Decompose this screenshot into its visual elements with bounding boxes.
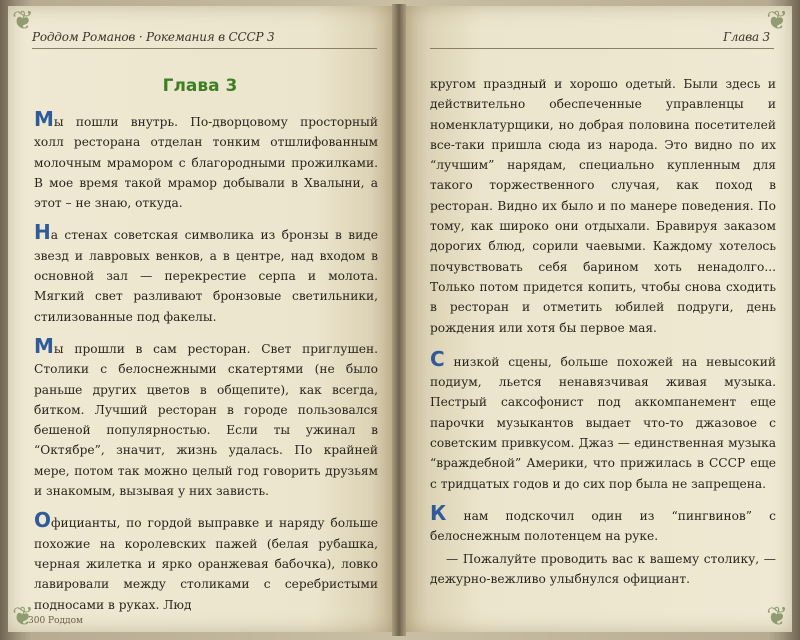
running-title-right: Глава 3 <box>723 30 770 44</box>
paragraph <box>34 107 378 213</box>
paragraph <box>34 333 378 501</box>
header-rule <box>32 48 377 49</box>
page-number: 300 Роддом <box>28 616 84 626</box>
corner-ornament-icon: ❦ <box>766 6 788 36</box>
drop-cap: Н <box>34 220 51 245</box>
paragraph-text: а стенах советская символика из бронзы в виде звезд и лавровых венков, а в центре, над входом в основной зал — перекрестие серпа и молота. Мягкий свет разливают бронзовые светильники, стилизованные под факелы. <box>34 228 378 324</box>
chapter-title: Глава 3 <box>162 76 238 96</box>
corner-ornament-icon: ❦ <box>12 6 34 36</box>
left-page-text <box>34 107 378 625</box>
drop-cap: С <box>430 346 445 371</box>
header-rule <box>430 48 774 49</box>
paragraph-text: ы прошли в сам ресторан. Свет приглушен. Столики с белоснежными скатертями (не было раньше других цветов в общепите), как всегда, битком. Лучший ресторан в городе пользовался бешеной популярностью. Если ты ужинал в “Октябре”, значит, жизнь удалась. По крайней мере, потом так можно целый год говорить друзьям и знакомым, вызывая у них зависть. <box>34 341 378 499</box>
paragraph-continuation: кругом праздный и хорошо одетый. Были здесь и действительно обеспеченные управленцы и номенклатурщики, но добрая половина посетителей все-таки пришла сюда из народа. Это видно по их “лучшим” нарядам, специально купленным для такого торжественного случая, как поход в ресторан. Видно их было и по манере поведения. По тому, как широко они отдыхали. Бравируя заказом дорогих блюд, сорили чаевыми. Каждому хотелось почувствовать себя барином хоть ненадолго... Только потом придется копить, чтобы снова сходить в ресторан и отметить юбилей подруги, день рождения или хотя бы первое мая. <box>430 77 776 335</box>
paragraph <box>430 500 776 547</box>
right-page <box>406 6 792 632</box>
drop-cap: М <box>34 333 54 358</box>
paragraph-text: нам подскочил один из “пингвинов” с белоснежным полотенцем на руке. <box>430 508 776 544</box>
paragraph-text: ы пошли внутрь. По-дворцовому просторный холл ресторана отделан тонким отшлифованным молочным мрамором с благородными прожилками. В мое время такой мрамор добывали в Хвалыни, а этот – не знаю, откуда. <box>34 115 378 211</box>
drop-cap: М <box>34 107 54 131</box>
paragraph <box>34 508 378 614</box>
paragraph-text: фицианты, по гордой выправке и наряду больше похожие на королевских пажей (белая рубашка, черная жилетка и ярко оранжевая бабочка), ловко лавировали между столиками с серебристыми подносами в руках. Люд <box>34 516 378 612</box>
paragraph-text: низкой сцены, больше похожей на невысокий подиум, льется ненавязчивая живая музыка. Пестрый саксофонист под аккомпанемент еще парочки музыкантов выдает что-то джазовое с советским привкусом. Джаз — единственная музыка “враждебной” Америки, что прижилась в СССР еще с тридцатых годов и до сих пор была не запрещена. <box>430 354 776 491</box>
dialogue-line: — Пожалуйте проводить вас к вашему столику, — дежурно-вежливо улыбнулся официант. <box>430 551 776 586</box>
corner-ornament-icon: ❦ <box>12 602 34 632</box>
paragraph <box>430 346 776 494</box>
left-page <box>8 6 392 632</box>
drop-cap: О <box>34 508 52 533</box>
book-spine <box>392 4 406 636</box>
corner-ornament-icon: ❦ <box>766 602 788 632</box>
running-title-left: Роддом Романов · Рокемания в СССР 3 <box>32 30 275 44</box>
paragraph <box>34 220 378 326</box>
right-page-text <box>430 74 776 589</box>
drop-cap: К <box>430 500 447 525</box>
